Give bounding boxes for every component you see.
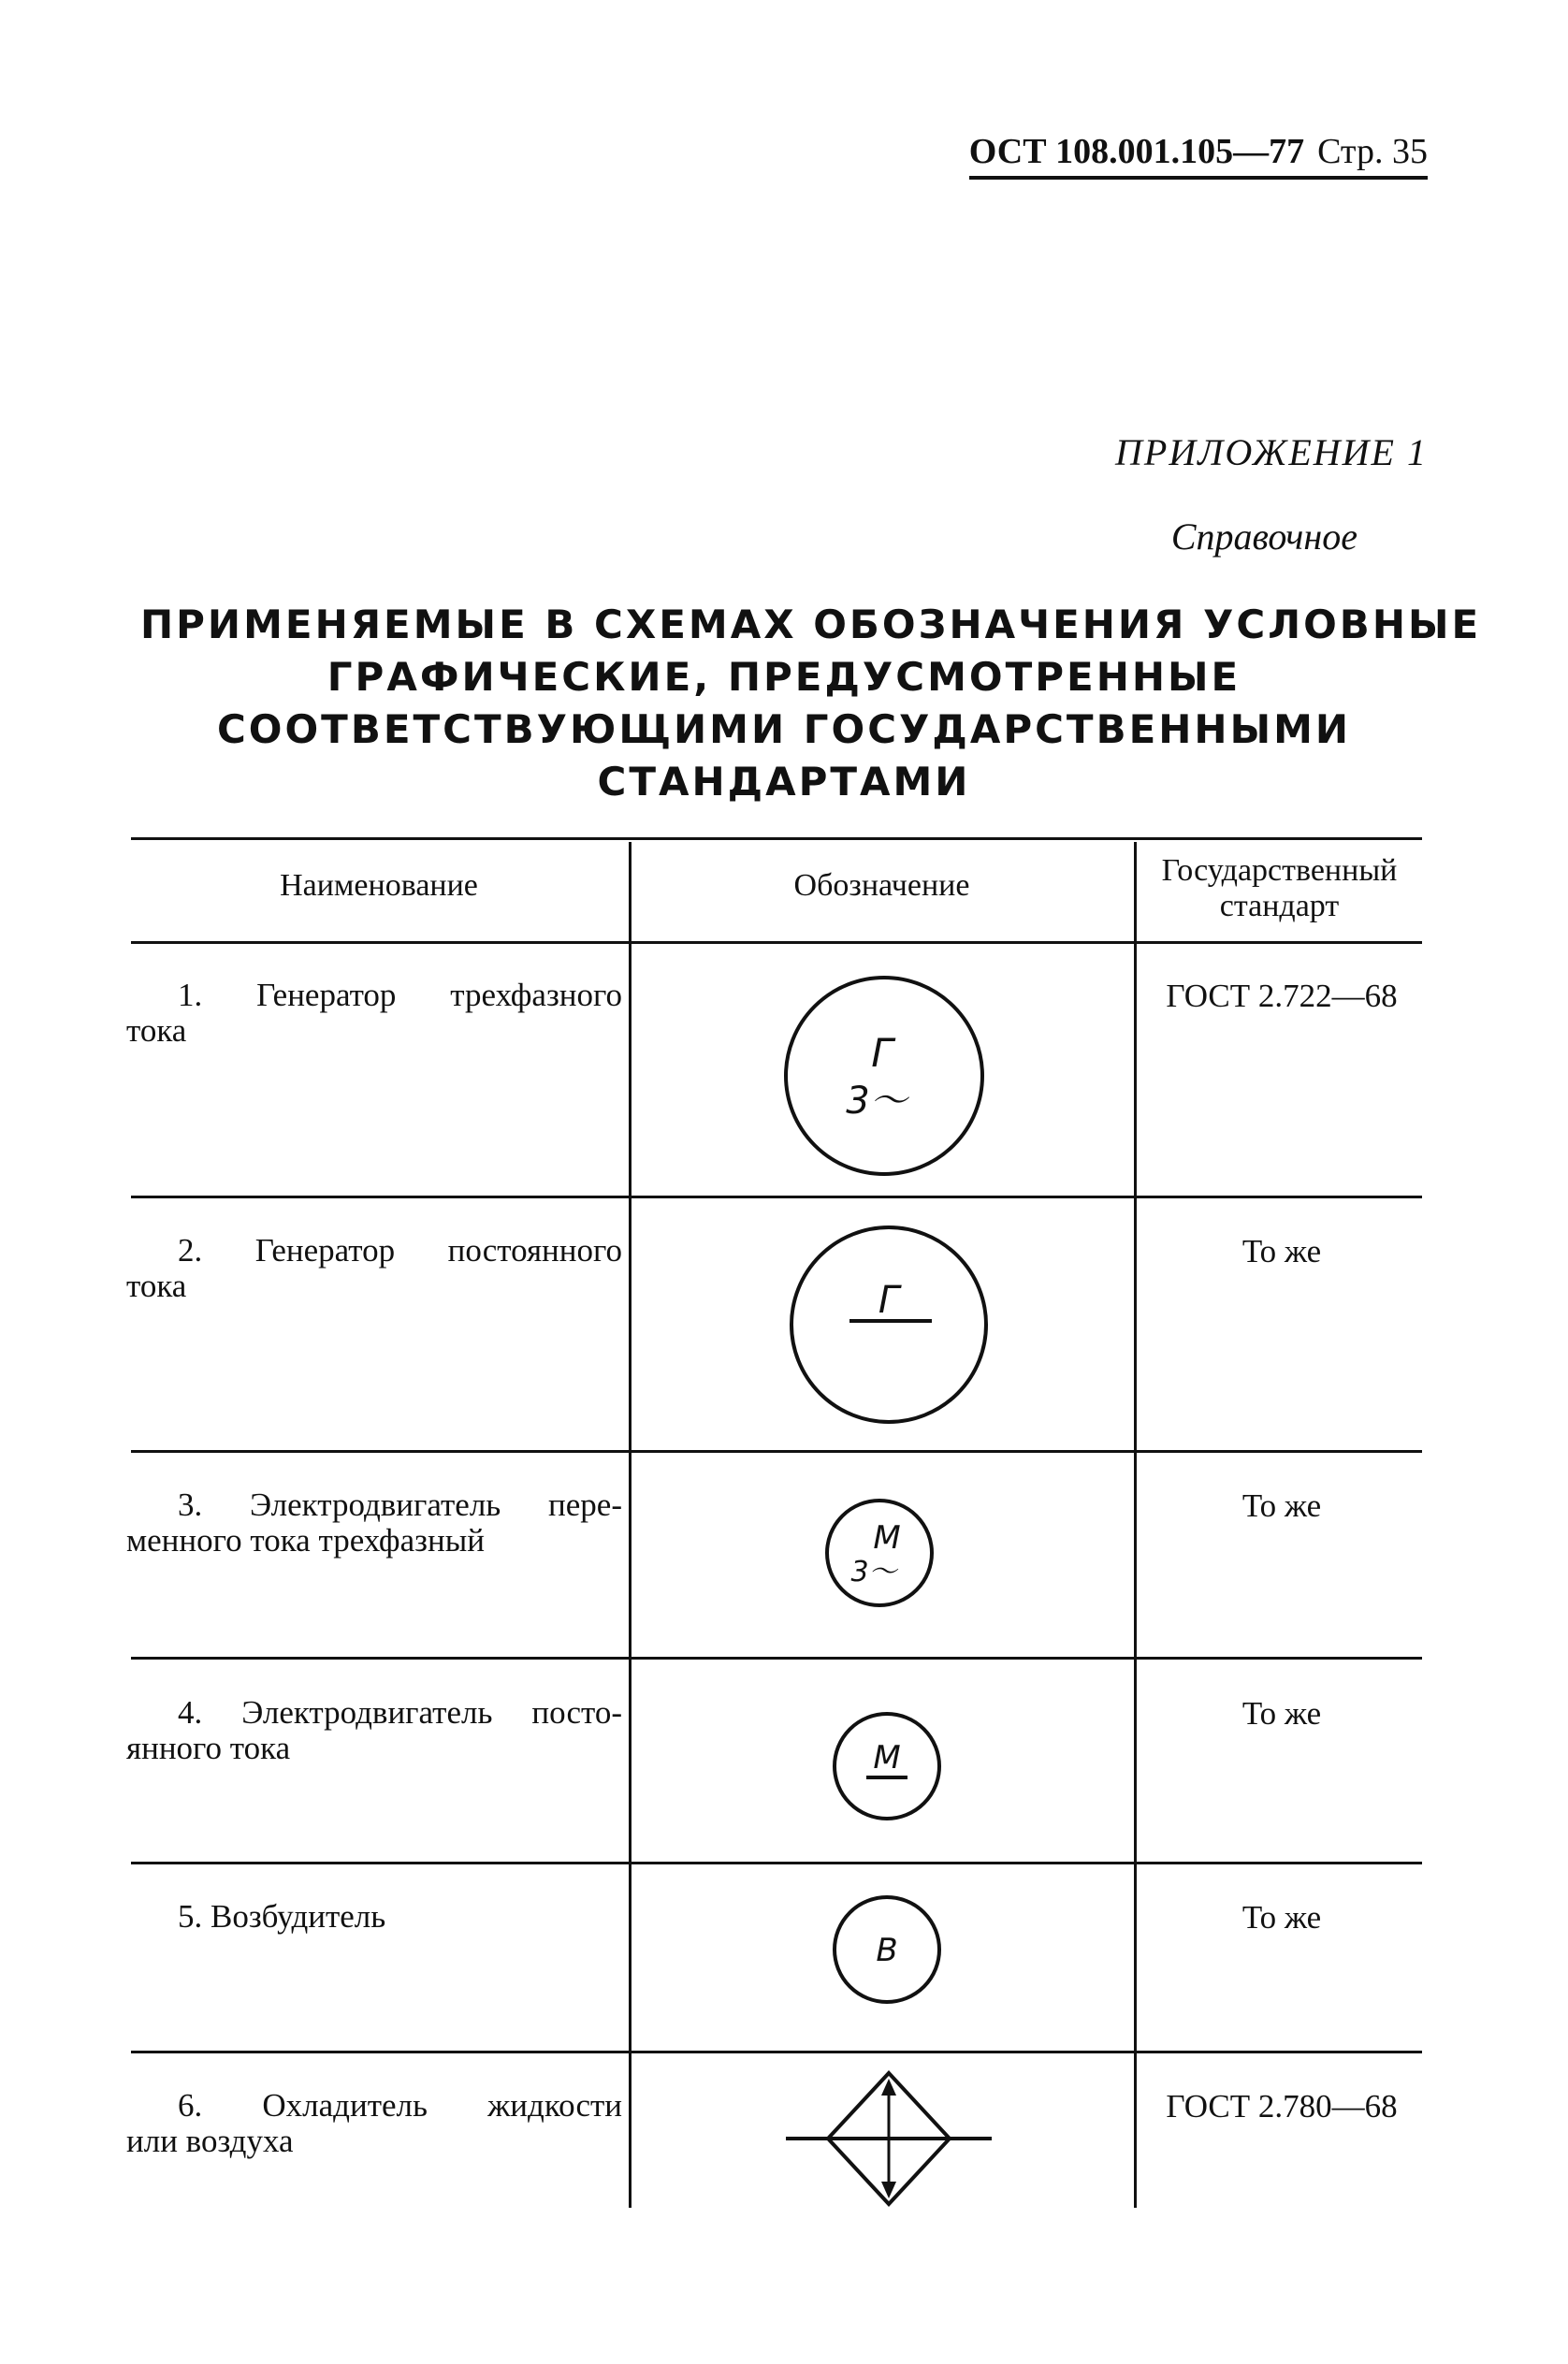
table-row-name: 1. Генератор трехфазного тока [126, 977, 622, 1049]
row-divider [131, 1196, 1422, 1198]
svg-text:М: М [873, 1519, 901, 1557]
table-row-name: 3. Электродвигатель пере- менного тока трехфазный [126, 1487, 622, 1559]
table-row-standard: ГОСТ 2.722—68 [1166, 978, 1398, 1014]
exciter-symbol [831, 1893, 943, 2006]
table-row-standard: ГОСТ 2.780—68 [1166, 2088, 1398, 2125]
table-row-standard: То же [1241, 1487, 1322, 1524]
table-row-name: 5. Возбудитель [178, 1898, 386, 1935]
column-header-name: Наименование [280, 868, 478, 903]
row-divider [131, 1657, 1422, 1660]
title-line: СТАНДАРТАМИ [597, 759, 971, 805]
svg-text:М: М [873, 1739, 901, 1777]
table-row-standard: То же [1241, 1695, 1322, 1732]
title-line: ГРАФИЧЕСКИЕ, ПРЕДУСМОТРЕННЫЕ [327, 654, 1241, 700]
table-row-standard: То же [1241, 1899, 1322, 1936]
column-header-standard: Государственный стандарт [1161, 853, 1398, 923]
svg-text:3～: 3～ [846, 1080, 907, 1123]
title-line: ПРИМЕНЯЕМЫЕ В СХЕМАХ ОБОЗНАЧЕНИЯ УСЛОВНЫЕ [140, 602, 1482, 647]
generator-three-phase-symbol [781, 973, 987, 1179]
page-number: Стр. 35 [1317, 132, 1428, 171]
page-header [969, 131, 1428, 180]
table-row-name: 6. Охладитель жидкости или воздуха [126, 2087, 622, 2159]
motor-dc-symbol [831, 1710, 943, 1822]
table-top-rule [131, 837, 1422, 840]
cooler-symbol [786, 2069, 992, 2210]
title-line: СООТВЕТСТВУЮЩИМИ ГОСУДАРСТВЕННЫМИ [216, 706, 1352, 752]
column-divider [629, 842, 632, 2208]
column-header-symbol: Обозначение [793, 868, 970, 903]
svg-text:Г: Г [878, 1279, 900, 1322]
row-divider [131, 2051, 1422, 2053]
svg-text:Г: Г [871, 1030, 893, 1076]
generator-dc-symbol [788, 1224, 990, 1426]
svg-text:В: В [876, 1932, 898, 1969]
table-row-name: 4. Электродвигатель посто- янного тока [126, 1694, 622, 1766]
table-row-name: 2. Генератор постоянного тока [126, 1232, 622, 1304]
column-divider [1134, 842, 1137, 2208]
document-code: ОСТ 108.001.105—77 [968, 132, 1305, 171]
motor-ac-three-phase-symbol [823, 1497, 936, 1609]
appendix-type: Справочное [1170, 515, 1357, 558]
svg-text:3～: 3～ [850, 1556, 897, 1588]
table-header-rule [131, 941, 1422, 944]
row-divider [131, 1450, 1422, 1453]
table-row-standard: То же [1241, 1233, 1322, 1269]
row-divider [131, 1862, 1422, 1864]
appendix-label: ПРИЛОЖЕНИЕ 1 [1115, 431, 1428, 473]
document-title [140, 599, 1482, 808]
